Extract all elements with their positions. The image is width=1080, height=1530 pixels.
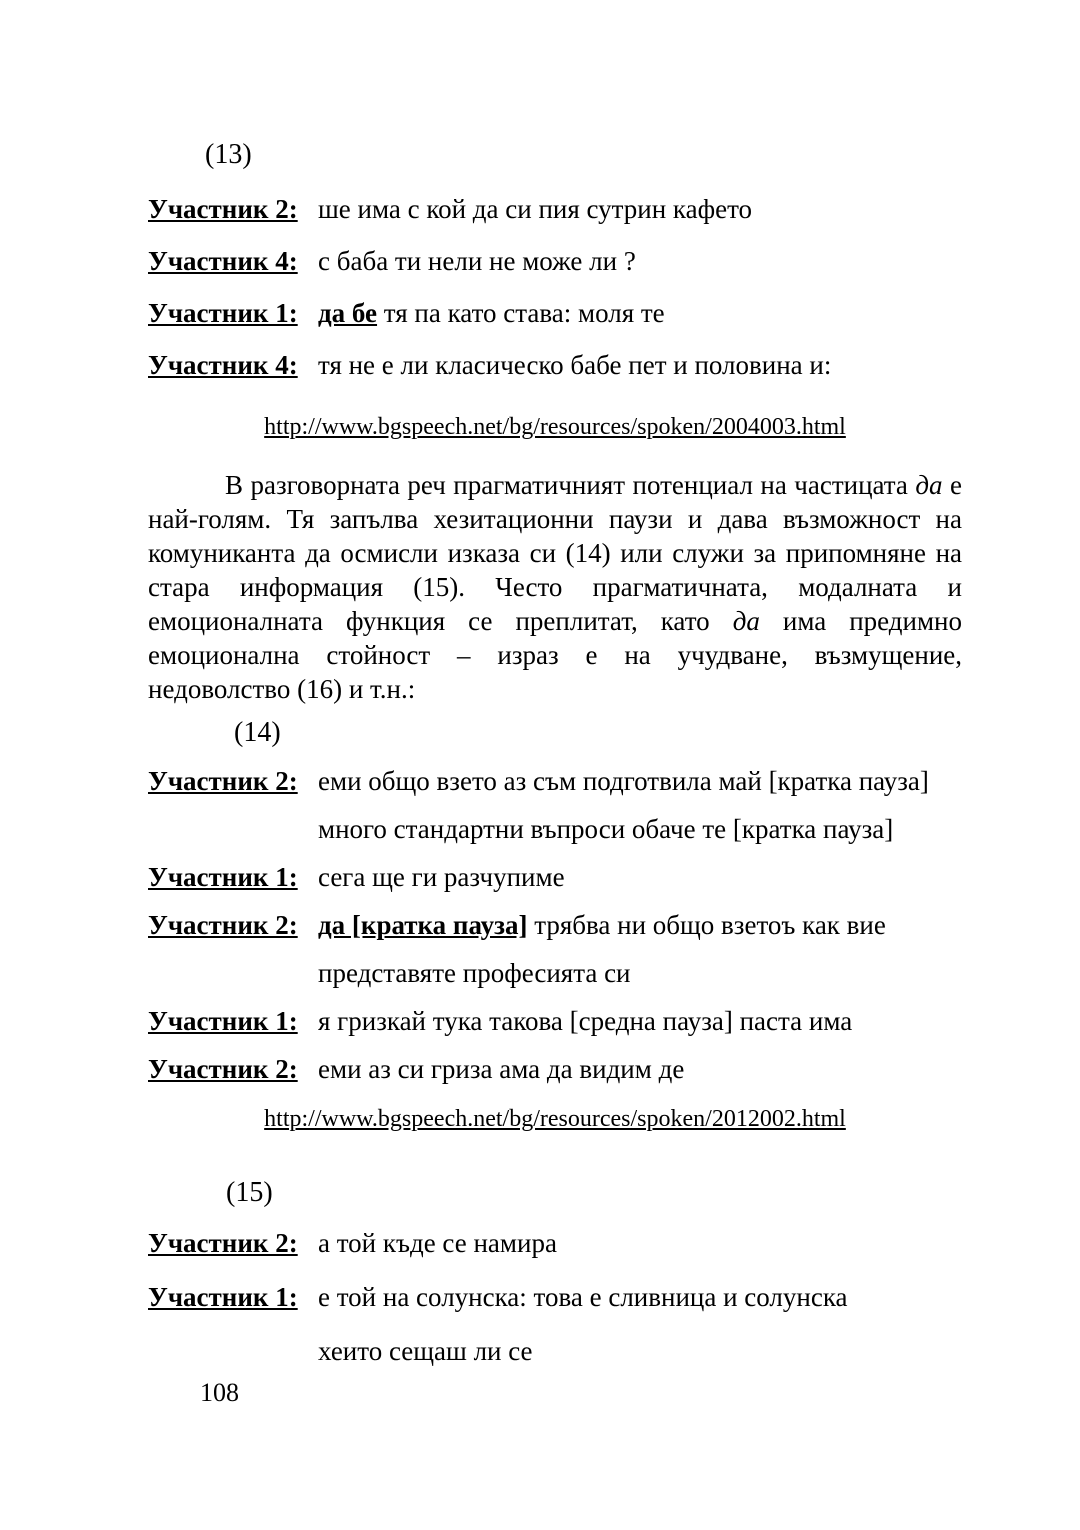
example-15-dialogue bbox=[148, 1176, 962, 1368]
utterance-text: а той къде се намира bbox=[318, 1228, 557, 1258]
speaker-label: Участник 4: bbox=[148, 246, 298, 276]
utterance-text: сега ще ги разчупиме bbox=[318, 862, 565, 892]
dialogue-row bbox=[148, 1004, 962, 1038]
emphasized-text: да [кратка пауза] bbox=[318, 910, 528, 940]
utterance-text: представяте професията си bbox=[318, 958, 631, 988]
utterance-rest: тя па като става: моля те bbox=[377, 298, 665, 328]
source-url-link[interactable]: http://www.bgspeech.net/bg/resources/spoken/2012002.html bbox=[264, 1106, 846, 1132]
utterance-text: с баба ти нели не може ли ? bbox=[318, 246, 636, 276]
dialogue-row bbox=[148, 764, 962, 798]
utterance-text bbox=[318, 296, 962, 330]
source-url-line bbox=[148, 1102, 962, 1134]
italic-particle: да bbox=[915, 470, 943, 500]
utterance-text: тя не е ли класическо бабе пет и половина и: bbox=[318, 350, 832, 380]
speaker-label: Участник 1: bbox=[148, 862, 298, 892]
utterance-text: много стандартни въпроси обаче те [кратка пауза] bbox=[318, 814, 894, 844]
speaker-label: Участник 2: bbox=[148, 194, 298, 224]
utterance-text: ше има с кой да си пия сутрин кафето bbox=[318, 194, 753, 224]
body-paragraph bbox=[148, 468, 962, 706]
speaker-label: Участник 2: bbox=[148, 766, 298, 796]
dialogue-row bbox=[148, 1226, 962, 1260]
speaker-label: Участник 1: bbox=[148, 298, 298, 328]
dialogue-row bbox=[148, 908, 962, 942]
speaker-label: Участник 1: bbox=[148, 1282, 298, 1312]
dialogue-row bbox=[148, 1052, 962, 1086]
dialogue-row bbox=[148, 1280, 962, 1314]
utterance-text: еми аз си гриза ама да видим де bbox=[318, 1054, 685, 1084]
dialogue-row-continuation bbox=[148, 956, 962, 990]
utterance-text: хеито сещаш ли се bbox=[318, 1336, 533, 1366]
dialogue-row bbox=[148, 192, 962, 226]
example-13-dialogue bbox=[148, 138, 962, 442]
italic-particle: да bbox=[732, 606, 760, 636]
utterance-text bbox=[318, 908, 962, 942]
dialogue-row bbox=[148, 348, 962, 382]
paragraph-text: е най-голям. Тя запълва хезитационни паузи и дава възможност на комуниканта да осмисли изказа си (14) или служи за припомняне на стара информация (15). Често прагматичната, модалната и емоционалната функция се преплитат, като bbox=[148, 470, 963, 636]
example-15-number: (15) bbox=[226, 1177, 273, 1208]
page-number: 108 bbox=[200, 1378, 239, 1407]
example-13-number: (13) bbox=[205, 139, 252, 170]
utterance-rest: трябва ни общо взетоъ как вие bbox=[527, 910, 886, 940]
speaker-label: Участник 2: bbox=[148, 1054, 298, 1084]
dialogue-row-continuation bbox=[148, 812, 962, 846]
speaker-label: Участник 2: bbox=[148, 1228, 298, 1258]
dialogue-row bbox=[148, 296, 962, 330]
source-url-line bbox=[148, 410, 962, 442]
utterance-text: е той на солунска: това е сливница и солунска bbox=[318, 1282, 848, 1312]
paragraph-text: В разговорната реч прагматичният потенциал на частицата bbox=[225, 470, 916, 500]
example-14-dialogue bbox=[148, 716, 962, 1134]
speaker-label: Участник 1: bbox=[148, 1006, 298, 1036]
utterance-text: я гризкай тука такова [средна пауза] паста има bbox=[318, 1006, 853, 1036]
speaker-label: Участник 4: bbox=[148, 350, 298, 380]
dialogue-row bbox=[148, 860, 962, 894]
utterance-text: еми общо взето аз съм подготвила май [кратка пауза] bbox=[318, 766, 929, 796]
paragraph-text: има предимно емоционална стойност – израз е на учудване, възмущение, недоволство (16) и т.н.: bbox=[148, 606, 963, 704]
source-url-link[interactable]: http://www.bgspeech.net/bg/resources/spoken/2004003.html bbox=[264, 414, 846, 440]
emphasized-text: да бе bbox=[318, 298, 378, 328]
speaker-label: Участник 2: bbox=[148, 910, 298, 940]
dialogue-row bbox=[148, 244, 962, 278]
example-14-number: (14) bbox=[234, 717, 281, 748]
dialogue-row-continuation bbox=[148, 1334, 962, 1368]
